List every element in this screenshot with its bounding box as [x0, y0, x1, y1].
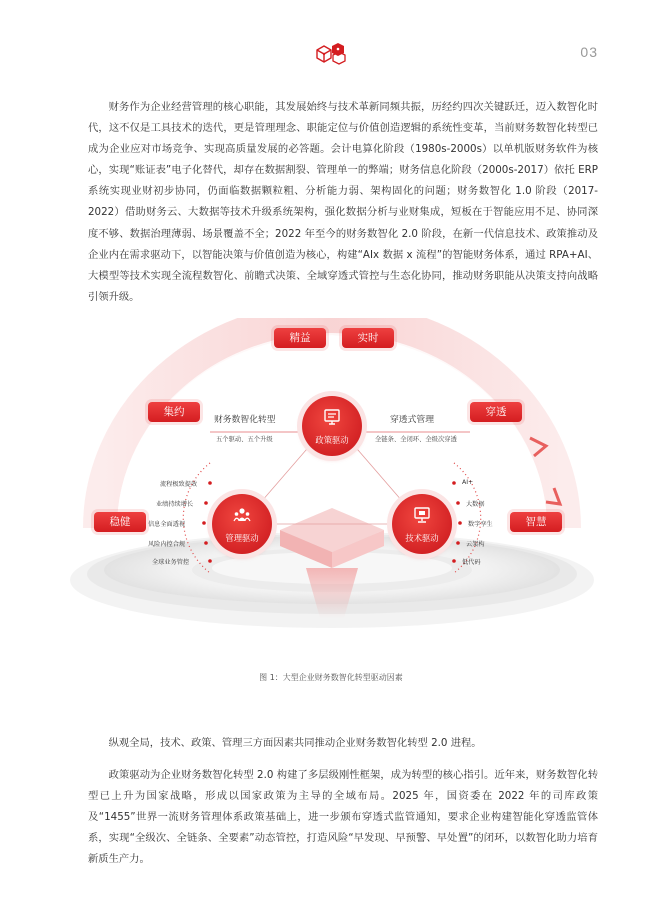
technology-item: AI+ — [462, 479, 474, 486]
management-item: 信息全面透视 — [148, 521, 186, 528]
policy-right-sub: 全链条、全闭环、全级次穿透 — [375, 436, 457, 443]
team-icon — [233, 506, 251, 524]
figure-caption: 图 1：大型企业财务数智化转型驱动因素 — [259, 673, 403, 682]
summary-paragraph: 纵观全局，技术、政策、管理三方面因素共同推动企业财务数智化转型 2.0 进程。 — [108, 737, 482, 749]
technology-driver-label: 技术驱动 — [405, 533, 439, 543]
technology-item: 大数据 — [466, 501, 485, 508]
arc-label-wenjian: 稳健 — [94, 512, 146, 532]
arc-label-chuantou: 穿透 — [470, 402, 522, 422]
management-item: 业绩持续增长 — [156, 501, 194, 508]
technology-item: 数字孪生 — [468, 521, 493, 528]
policy-left-sub: 五个驱动、五个升级 — [216, 436, 273, 443]
management-item: 全球业务管控 — [152, 559, 190, 566]
diagram-graphics — [60, 318, 604, 636]
technology-item: 低代码 — [462, 559, 481, 566]
technology-driver-node — [392, 494, 452, 554]
computer-icon — [413, 506, 431, 524]
policy-right-title: 穿透式管理 — [390, 415, 434, 425]
policy-paragraph: 政策驱动为企业财务数智化转型 2.0 构建了多层级刚性框架，成为转型的核心指引。近年来，财务数智化转型已上升为国家战略，形成以国家政策为主导的全域布局。2025 年，国资委在 2022 年的司库政策及“1455”世界一流财务管理体系政策基础上，进一步颁布穿透式监管通知，要求企业构建智能化穿透监管体系，实现“全级次、全链条、全要素”动态管控，打造风险“早发现、早预警、早处置”的闭环，以数智化助力培育新质生产力。 — [88, 769, 598, 866]
management-driver-label: 管理驱动 — [225, 533, 259, 543]
policy-driver-node — [302, 396, 362, 456]
dice-cluster-icon — [313, 40, 349, 66]
policy-left-title: 财务数智化转型 — [214, 415, 276, 425]
intro-paragraph: 财务作为企业经营管理的核心职能，其发展始终与技术革新同频共振，历经约四次关键跃迁，迈入数智化时代，这不仅是工具技术的迭代，更是管理理念、职能定位与价值创造逻辑的系统性变革，当前财务数智化转型已成为企业应对市场竞争、实现高质量发展的必答题。会计电算化阶段（1980s-2000s）以单机版财务软件为核心，实现“账证表”电子化替代，却存在数据割裂、管理单一的弊端；财务信息化阶段（2000s-2017）依托 ERP 系统实现业财初步协同，仍面临数据颗粒粗、分析能力弱、架构固化的问题；财务数智化 1.0 阶段（2017-2022）借助财务云、大数据等技术升级系统架构，强化数据分析与业财集成，短板在于智能应用不足、协同深度不够、数据治理薄弱、场景覆盖不全；2022 年至今的财务数智化 2.0 阶段，在新一代信息技术、政策推动及企业内在需求驱动下，以智能决策与价值创造为核心，构建“AIx 数据 x 流程”的智能财务体系，通过 RPA+AI、大模型等技术实现全流程数智化、前瞻式决策、全域穿透式管控与生态化协同，推动财务职能从决策支持向战略引领升级。 — [88, 101, 598, 303]
management-item: 流程极致提效 — [160, 481, 198, 488]
policy-document-icon — [323, 408, 341, 426]
arc-label-jingyi: 精益 — [274, 328, 326, 348]
arc-label-zhihui: 智慧 — [510, 512, 562, 532]
page-number: 03 — [580, 44, 598, 60]
arc-label-shishi: 实时 — [342, 328, 394, 348]
management-item: 风险内控合规 — [148, 541, 186, 548]
management-driver-node — [212, 494, 272, 554]
driver-diagram — [60, 318, 604, 636]
technology-item: 云架构 — [466, 541, 485, 548]
arc-label-jiyue: 集约 — [148, 402, 200, 422]
policy-driver-label: 政策驱动 — [315, 435, 349, 445]
